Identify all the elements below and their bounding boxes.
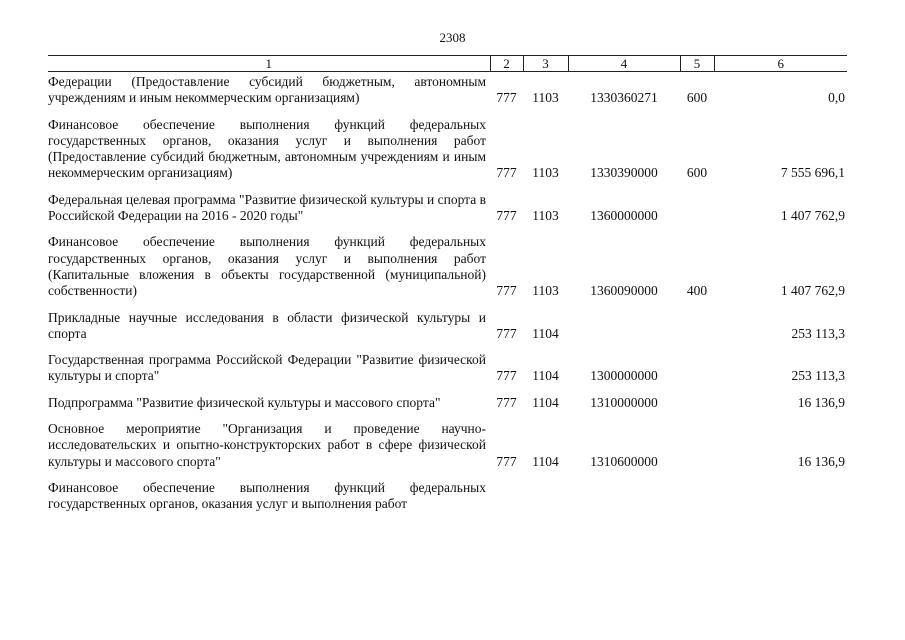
header-col-6: 6: [714, 56, 847, 72]
row-target: 1330360271: [590, 90, 658, 106]
row-name: Федеральная целевая программа "Развитие физической культуры и спорта в Российской Федерации на 2016 - 2020 годы": [48, 191, 486, 224]
row-name: Федерации (Предоставление субсидий бюджетным, автономным учреждениям и иным некоммерческим организациям): [48, 74, 486, 106]
row-grbs: 777: [496, 165, 517, 181]
row-grbs: 777: [496, 208, 517, 224]
page-number: 2308: [439, 30, 466, 45]
table-row: [48, 395, 847, 421]
row-grbs: 777: [496, 90, 517, 106]
row-amount: 253 113,3: [791, 368, 845, 384]
row-target: 1310000000: [590, 394, 658, 410]
row-name: Основное мероприятие "Организация и проведение научно-исследовательских и опытно-конструкторских работ в сфере физической культуры и массового спорта": [48, 421, 486, 469]
row-grbs: 777: [496, 453, 517, 469]
row-vr: [680, 421, 714, 480]
header-col-4: 4: [568, 56, 680, 72]
row-section: 1103: [532, 283, 559, 299]
table-row: [48, 480, 847, 523]
row-grbs: 777: [496, 283, 517, 299]
table-row: [48, 117, 847, 192]
row-vr: 400: [686, 283, 708, 299]
row-amount: 253 113,3: [791, 325, 845, 341]
row-name: Государственная программа Российской Федерации "Развитие физической культуры и спорта": [48, 352, 486, 384]
table-row: [48, 421, 847, 480]
row-amount: 1 407 762,9: [780, 283, 845, 299]
table-header-row: [48, 56, 847, 72]
row-target: [568, 480, 680, 523]
row-amount: 1 407 762,9: [780, 208, 845, 224]
row-vr: 600: [686, 165, 708, 181]
budget-table: [48, 55, 847, 523]
row-vr: [680, 192, 714, 235]
table-row: [48, 352, 847, 395]
row-amount: 16 136,9: [797, 394, 845, 410]
header-col-2: 2: [490, 56, 523, 72]
table-row: [48, 310, 847, 353]
row-grbs: 777: [496, 325, 517, 341]
row-section: 1104: [532, 368, 559, 384]
row-name: Прикладные научные исследования в области физической культуры и спорта: [48, 309, 486, 341]
row-name: Финансовое обеспечение выполнения функций федеральных государственных органов, оказания услуг и выполнения работ (Предоставление субсидий бюджетным, автономным учреждениям и иным некоммерческим организациям): [48, 116, 486, 181]
row-target: 1300000000: [590, 368, 658, 384]
row-vr: [680, 395, 714, 421]
row-vr: [680, 310, 714, 353]
row-grbs: [490, 480, 523, 523]
header-col-1: 1: [48, 56, 490, 72]
row-section: 1103: [532, 208, 559, 224]
row-vr: [680, 480, 714, 523]
row-vr: [680, 352, 714, 395]
row-grbs: 777: [496, 368, 517, 384]
header-col-5: 5: [680, 56, 714, 72]
table-row: [48, 192, 847, 235]
row-grbs: 777: [496, 394, 517, 410]
row-section: 1104: [532, 325, 559, 341]
row-section: [523, 480, 568, 523]
row-amount: 7 555 696,1: [780, 165, 845, 181]
row-section: 1104: [532, 394, 559, 410]
row-target: [568, 310, 680, 353]
row-amount: 0,0: [828, 90, 845, 106]
row-vr: 600: [686, 90, 708, 106]
row-section: 1104: [532, 453, 559, 469]
row-name: Финансовое обеспечение выполнения функций федеральных государственных органов, оказания услуг и выполнения работ (Капитальные вложения в объекты государственной (муниципальной) собственности): [48, 234, 486, 299]
row-target: 1360000000: [590, 208, 658, 224]
row-target: 1310600000: [590, 453, 658, 469]
row-amount: 16 136,9: [797, 453, 845, 469]
row-name: Финансовое обеспечение выполнения функций федеральных государственных органов, оказания услуг и выполнения работ: [48, 479, 486, 512]
row-section: 1103: [532, 90, 559, 106]
row-amount: [714, 480, 847, 523]
row-name: Подпрограмма "Развитие физической культуры и массового спорта": [48, 394, 441, 410]
row-target: 1330390000: [590, 165, 658, 181]
row-target: 1360090000: [590, 283, 658, 299]
row-section: 1103: [532, 165, 559, 181]
table-row: [48, 72, 847, 117]
table-row: [48, 234, 847, 309]
header-col-3: 3: [523, 56, 568, 72]
